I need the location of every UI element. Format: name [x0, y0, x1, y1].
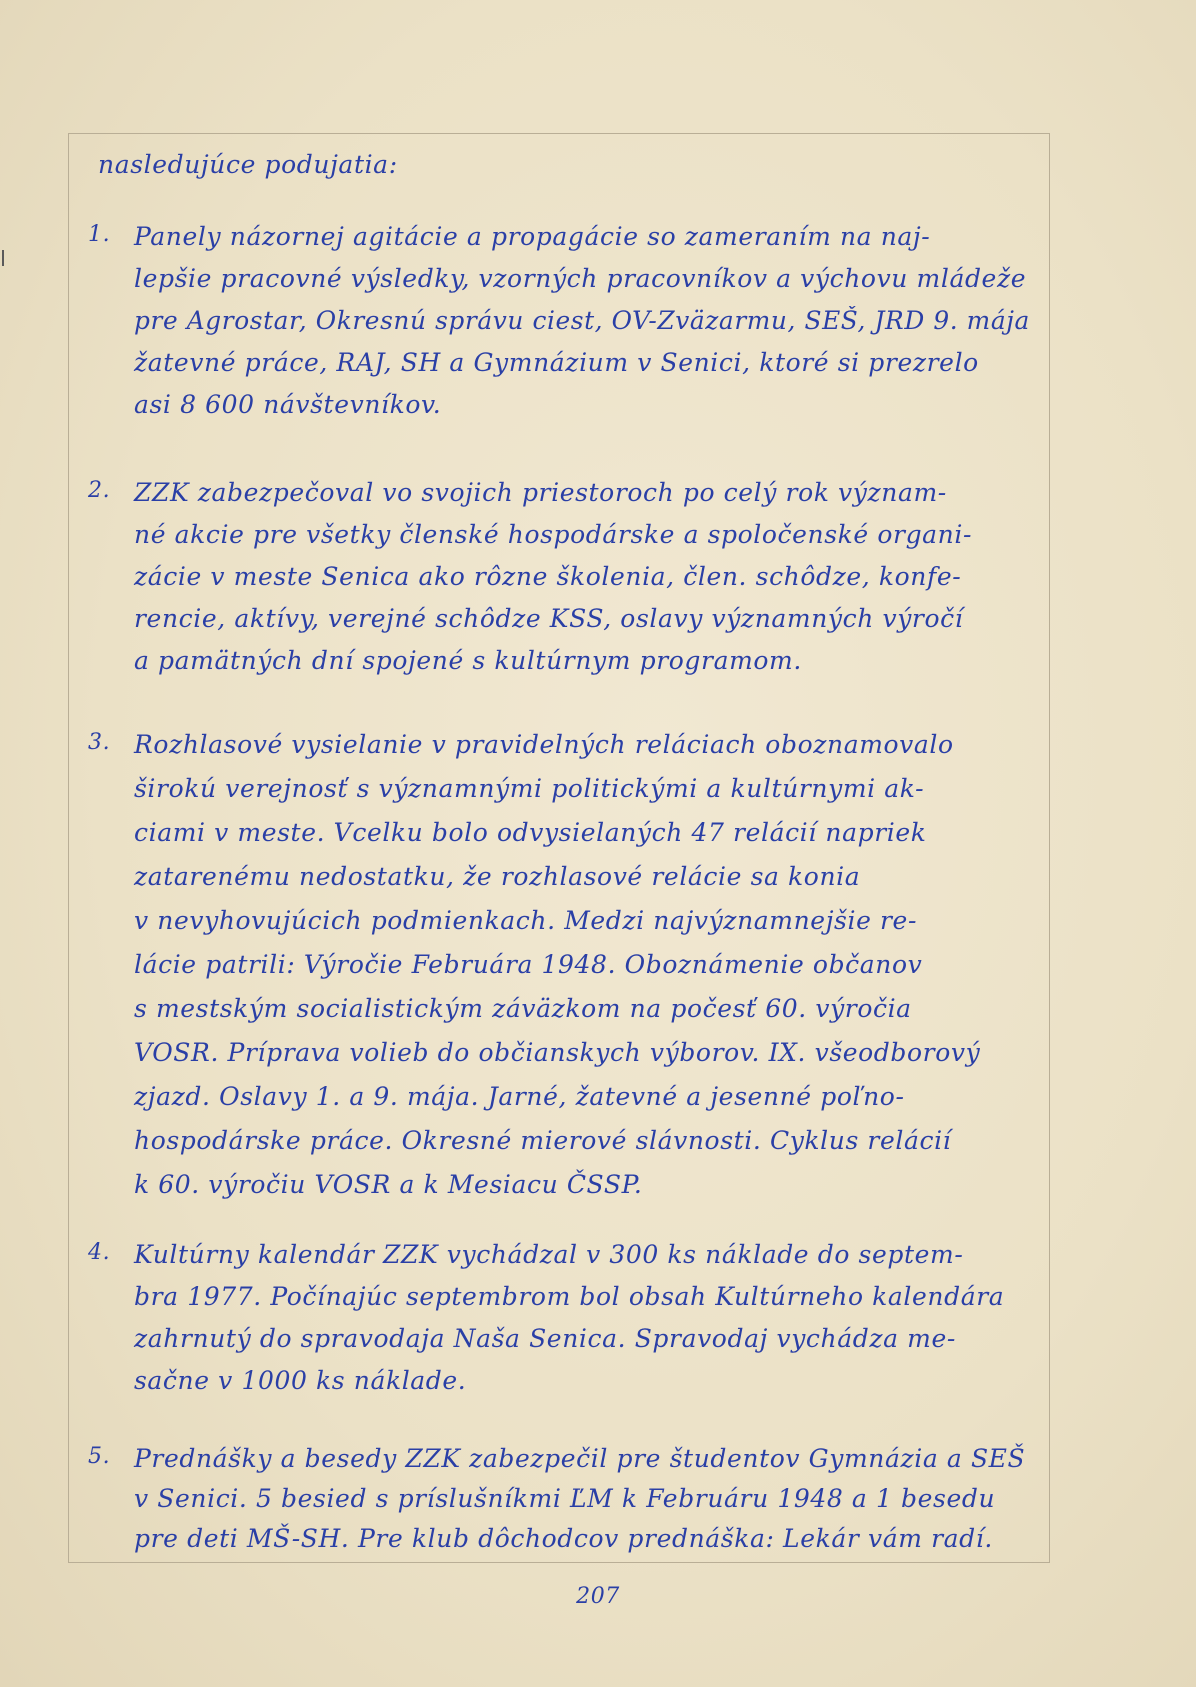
item-line: ciami v meste. Vcelku bolo odvysielaných 47 relácií napriek — [134, 818, 927, 847]
item-line: Prednášky a besedy ZZK zabezpečil pre študentov Gymnázia a SEŠ — [134, 1444, 1026, 1473]
page-number: 207 — [576, 1584, 620, 1609]
item-number: 5. — [88, 1444, 111, 1469]
item-line: k 60. výročiu VOSR a k Mesiacu ČSSP. — [134, 1170, 643, 1199]
item-line: VOSR. Príprava volieb do občianskych výborov. IX. všeodborový — [134, 1038, 981, 1067]
intro-line: nasledujúce podujatia: — [98, 150, 398, 179]
item-line: zahrnutý do spravodaja Naša Senica. Spravodaj vychádza me- — [134, 1324, 956, 1353]
item-line: zjazd. Oslavy 1. a 9. mája. Jarné, žatevné a jesenné poľno- — [134, 1082, 905, 1111]
item-line: bra 1977. Počínajúc septembrom bol obsah Kultúrneho kalendára — [134, 1282, 1005, 1311]
item-line: širokú verejnosť s významnými politickými a kultúrnymi ak- — [134, 774, 925, 803]
item-line: rencie, aktívy, verejné schôdze KSS, oslavy významných výročí — [134, 604, 964, 633]
binding-mark — [2, 250, 4, 266]
item-line: v nevyhovujúcich podmienkach. Medzi najvýznamnejšie re- — [134, 906, 917, 935]
item-line: lepšie pracovné výsledky, vzorných pracovníkov a výchovu mládeže — [134, 264, 1027, 293]
item-line: sačne v 1000 ks náklade. — [134, 1366, 467, 1395]
item-number: 1. — [88, 222, 111, 247]
item-line: v Senici. 5 besied s príslušníkmi ĽM k Februáru 1948 a 1 besedu — [134, 1484, 996, 1513]
item-line: Rozhlasové vysielanie v pravidelných reláciach oboznamovalo — [134, 730, 954, 759]
item-line: lácie patrili: Výročie Februára 1948. Oboznámenie občanov — [134, 950, 923, 979]
item-line: žatevné práce, RAJ, SH a Gymnázium v Senici, ktoré si prezrelo — [134, 348, 979, 377]
item-line: pre deti MŠ-SH. Pre klub dôchodcov prednáška: Lekár vám radí. — [134, 1524, 993, 1553]
item-line: ZZK zabezpečoval vo svojich priestoroch po celý rok význam- — [134, 478, 947, 507]
item-line: né akcie pre všetky členské hospodárske a spoločenské organi- — [134, 520, 973, 549]
item-line: zácie v meste Senica ako rôzne školenia, člen. schôdze, konfe- — [134, 562, 962, 591]
item-line: Kultúrny kalendár ZZK vychádzal v 300 ks náklade do septem- — [134, 1240, 964, 1269]
item-line: asi 8 600 návštevníkov. — [134, 390, 442, 419]
item-line: a pamätných dní spojené s kultúrnym programom. — [134, 646, 802, 675]
item-line: pre Agrostar, Okresnú správu ciest, OV-Zväzarmu, SEŠ, JRD 9. mája — [134, 306, 1030, 335]
item-line: s mestským socialistickým záväzkom na počesť 60. výročia — [134, 994, 912, 1023]
item-number: 2. — [88, 478, 111, 503]
item-number: 4. — [88, 1240, 111, 1265]
item-line: hospodárske práce. Okresné mierové slávnosti. Cyklus relácií — [134, 1126, 952, 1155]
item-line: Panely názornej agitácie a propagácie so zameraním na naj- — [134, 222, 931, 251]
item-line: zatarenému nedostatku, že rozhlasové relácie sa konia — [134, 862, 861, 891]
item-number: 3. — [88, 730, 111, 755]
